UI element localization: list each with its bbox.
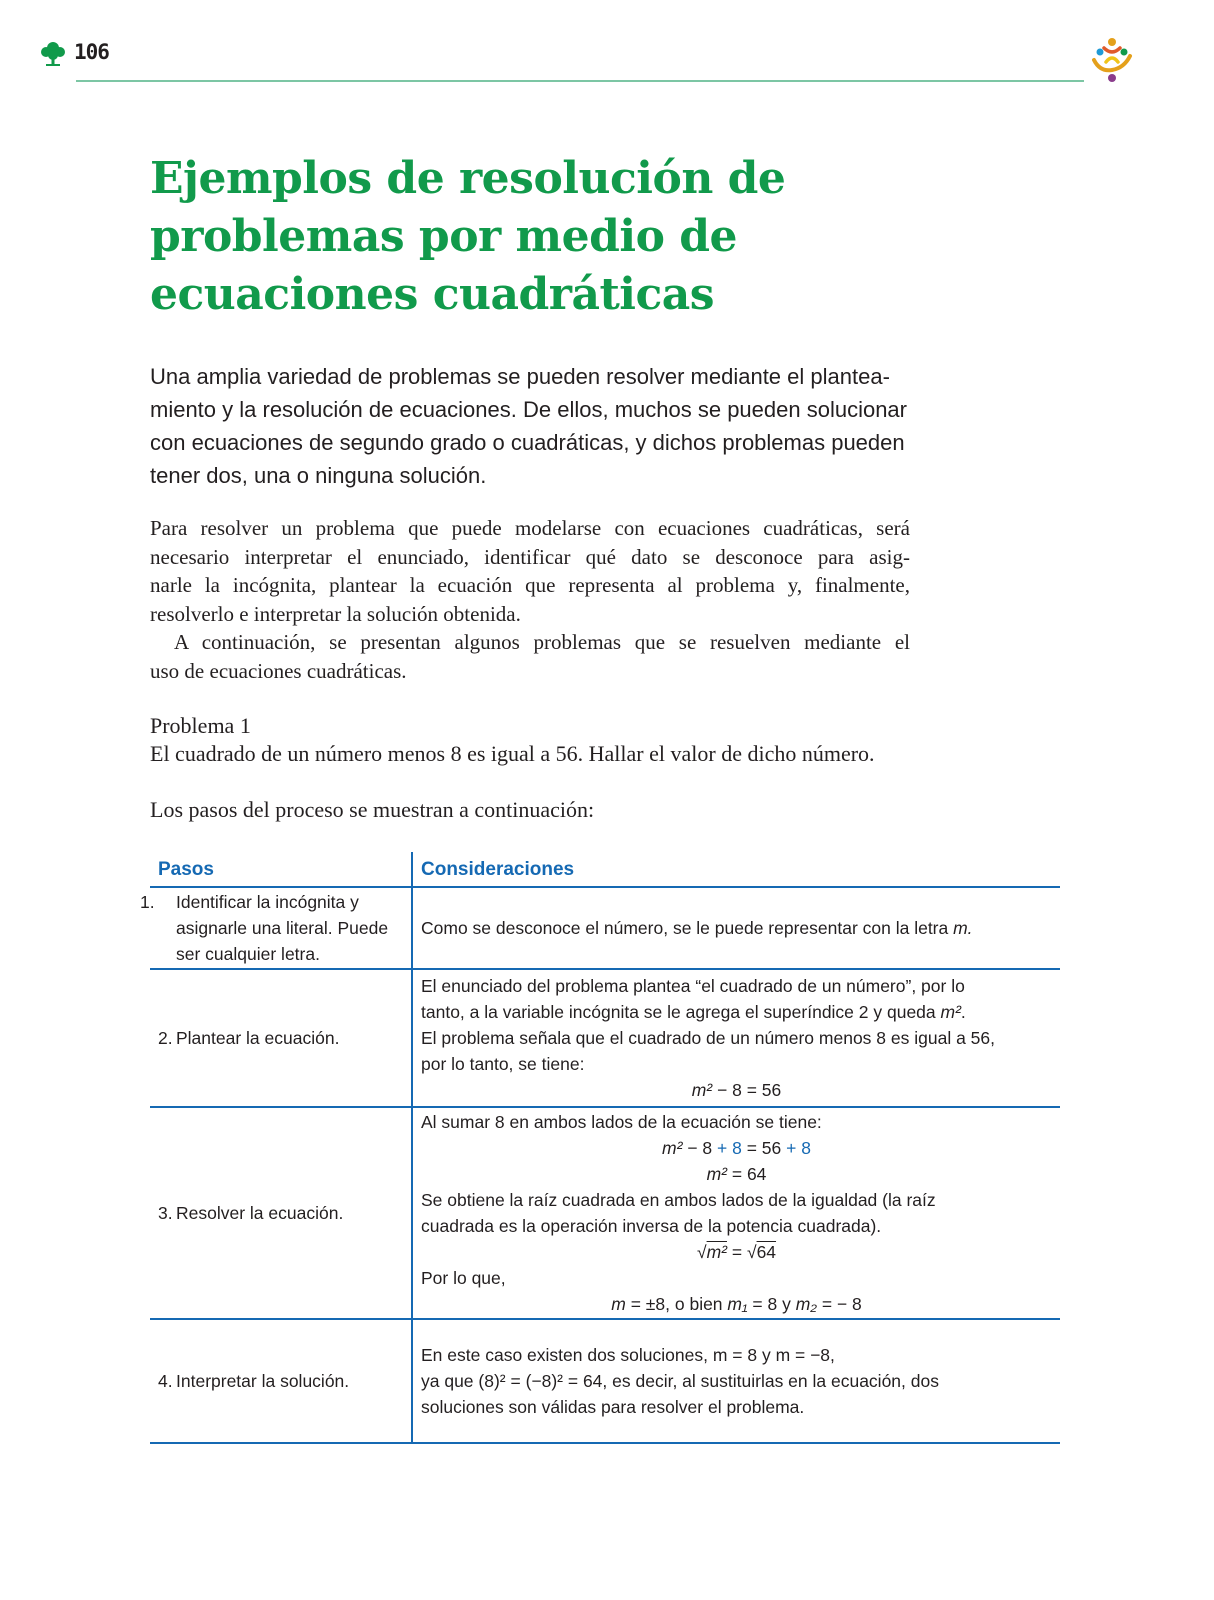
equation <box>421 1135 1052 1161</box>
step-text: Identificar la incógnita y <box>176 892 359 912</box>
equation <box>421 1291 1052 1317</box>
consideration-text: Se obtiene la raíz cuadrada en ambos lados de la igualdad (la raíz <box>421 1190 936 1210</box>
consideration-cell <box>412 1107 1060 1319</box>
table-row <box>150 1107 1060 1319</box>
equation <box>421 1077 1052 1103</box>
equation-added-term: + 8 <box>717 1138 742 1158</box>
consideration-cell <box>412 1319 1060 1443</box>
body-line: narle la incógnita, plantear la ecuación que representa al problema y, finalmente, <box>150 573 910 597</box>
equation: √m² = √64 <box>696 1242 777 1262</box>
page-number: 106 <box>74 40 109 64</box>
equation-text: − 8 <box>687 1138 713 1158</box>
intro-line: tener dos, una o ninguna solución. <box>150 463 487 488</box>
body-paragraph <box>150 514 910 685</box>
consideration-text: soluciones son válidas para resolver el problema. <box>421 1397 805 1417</box>
consideration-cell <box>412 887 1060 969</box>
body-line: necesario interpretar el enunciado, identificar qué dato se desconoce para asig- <box>150 544 910 569</box>
body-line: resolverlo e interpretar la solución obtenida. <box>150 601 521 626</box>
variable: m² <box>706 1164 727 1184</box>
header-consideraciones: Consideraciones <box>412 852 1060 887</box>
variable: m₂ <box>795 1294 817 1314</box>
step-number: 1. <box>140 892 155 912</box>
consideration-text: Al sumar 8 en ambos lados de la ecuación se tiene: <box>421 1112 822 1132</box>
dancing-figures-logo-icon <box>1086 34 1138 86</box>
table-header-row <box>150 852 1060 887</box>
title-line: ecuaciones cuadráticas <box>150 269 715 320</box>
step-text: asignarle una literal. Puede <box>176 918 389 938</box>
step-text: Plantear la ecuación. <box>176 1028 340 1048</box>
steps-intro: Los pasos del proceso se muestran a continuación: <box>150 797 595 822</box>
equation-text: = 56 <box>746 1138 782 1158</box>
variable: m <box>611 1294 626 1314</box>
consideration-text: ya que (8)² = (−8)² = 64, es decir, al sustituirlas en la ecuación, dos <box>421 1371 939 1391</box>
body-line: Para resolver un problema que puede modelarse con ecuaciones cuadráticas, será <box>150 516 910 540</box>
header-pasos: Pasos <box>150 852 412 887</box>
equation-text: = ±8, o bien <box>630 1294 728 1314</box>
equation-added-term: + 8 <box>786 1138 811 1158</box>
variable: m² <box>940 1002 961 1022</box>
intro-line: con ecuaciones de segundo grado o cuadráticas, y dichos problemas pueden <box>150 430 905 455</box>
title-line: problemas por medio de <box>150 211 737 262</box>
consideration-text: El problema señala que el cuadrado de un número menos 8 es igual a 56, <box>421 1028 995 1048</box>
consideration-text: Como se desconoce el número, se le puede representar con la letra <box>421 918 954 938</box>
equation-text: = 64 <box>731 1164 767 1184</box>
step-cell <box>150 1319 412 1443</box>
page-title <box>150 150 850 324</box>
step-number: 4. <box>158 1371 173 1391</box>
consideration-text: El enunciado del problema plantea “el cuadrado de un número”, por lo <box>421 976 965 996</box>
intro-line: miento y la resolución de ecuaciones. De ellos, muchos se pueden solucionar <box>150 397 907 422</box>
header-rule <box>76 80 1084 82</box>
step-cell <box>150 969 412 1107</box>
step-cell <box>140 887 412 969</box>
consideration-text: Por lo que, <box>421 1268 506 1288</box>
step-cell <box>150 1107 412 1319</box>
consideration-text: En este caso existen dos soluciones, m = 8 y m = −8, <box>421 1345 835 1365</box>
step-number: 2. <box>158 1028 173 1048</box>
equation <box>421 1161 1052 1187</box>
steps-table <box>140 852 1060 1444</box>
variable: m₁ <box>727 1294 748 1314</box>
body-line: uso de ecuaciones cuadráticas. <box>150 658 407 683</box>
variable: m² <box>662 1138 683 1158</box>
title-line: Ejemplos de resolución de <box>150 153 786 204</box>
step-number: 3. <box>158 1203 173 1223</box>
consideration-cell <box>412 969 1060 1107</box>
radicand: 64 <box>756 1242 777 1262</box>
equation-text: = − 8 <box>821 1294 862 1314</box>
table-row <box>150 969 1060 1107</box>
tree-icon <box>40 40 66 68</box>
consideration-text: cuadrada es la operación inversa de la potencia cuadrada). <box>421 1216 882 1236</box>
problem-statement: El cuadrado de un número menos 8 es igual a 56. Hallar el valor de dicho número. <box>150 741 875 766</box>
equation-text: − 8 = 56 <box>717 1080 782 1100</box>
table-row <box>150 1319 1060 1443</box>
equation-text: = 8 y <box>752 1294 796 1314</box>
punctuation: . <box>960 1002 966 1022</box>
step-text: Resolver la ecuación. <box>176 1203 344 1223</box>
variable: m² <box>691 1080 713 1100</box>
body-line: A continuación, se presentan algunos problemas que se resuelven mediante el <box>174 630 910 654</box>
step-text: Interpretar la solución. <box>176 1371 350 1391</box>
intro-paragraph <box>150 360 910 492</box>
intro-line: Una amplia variedad de problemas se pueden resolver mediante el plantea- <box>150 364 890 389</box>
consideration-text: tanto, a la variable incógnita se le agrega el superíndice 2 y queda <box>421 1002 941 1022</box>
variable: m. <box>953 918 973 938</box>
problem-title: Problema 1 <box>150 713 251 738</box>
table-row <box>150 887 1060 969</box>
equation-text: = <box>731 1242 743 1262</box>
radicand: m² <box>706 1242 727 1262</box>
consideration-text: por lo tanto, se tiene: <box>421 1054 585 1074</box>
step-text: ser cualquier letra. <box>176 944 320 964</box>
